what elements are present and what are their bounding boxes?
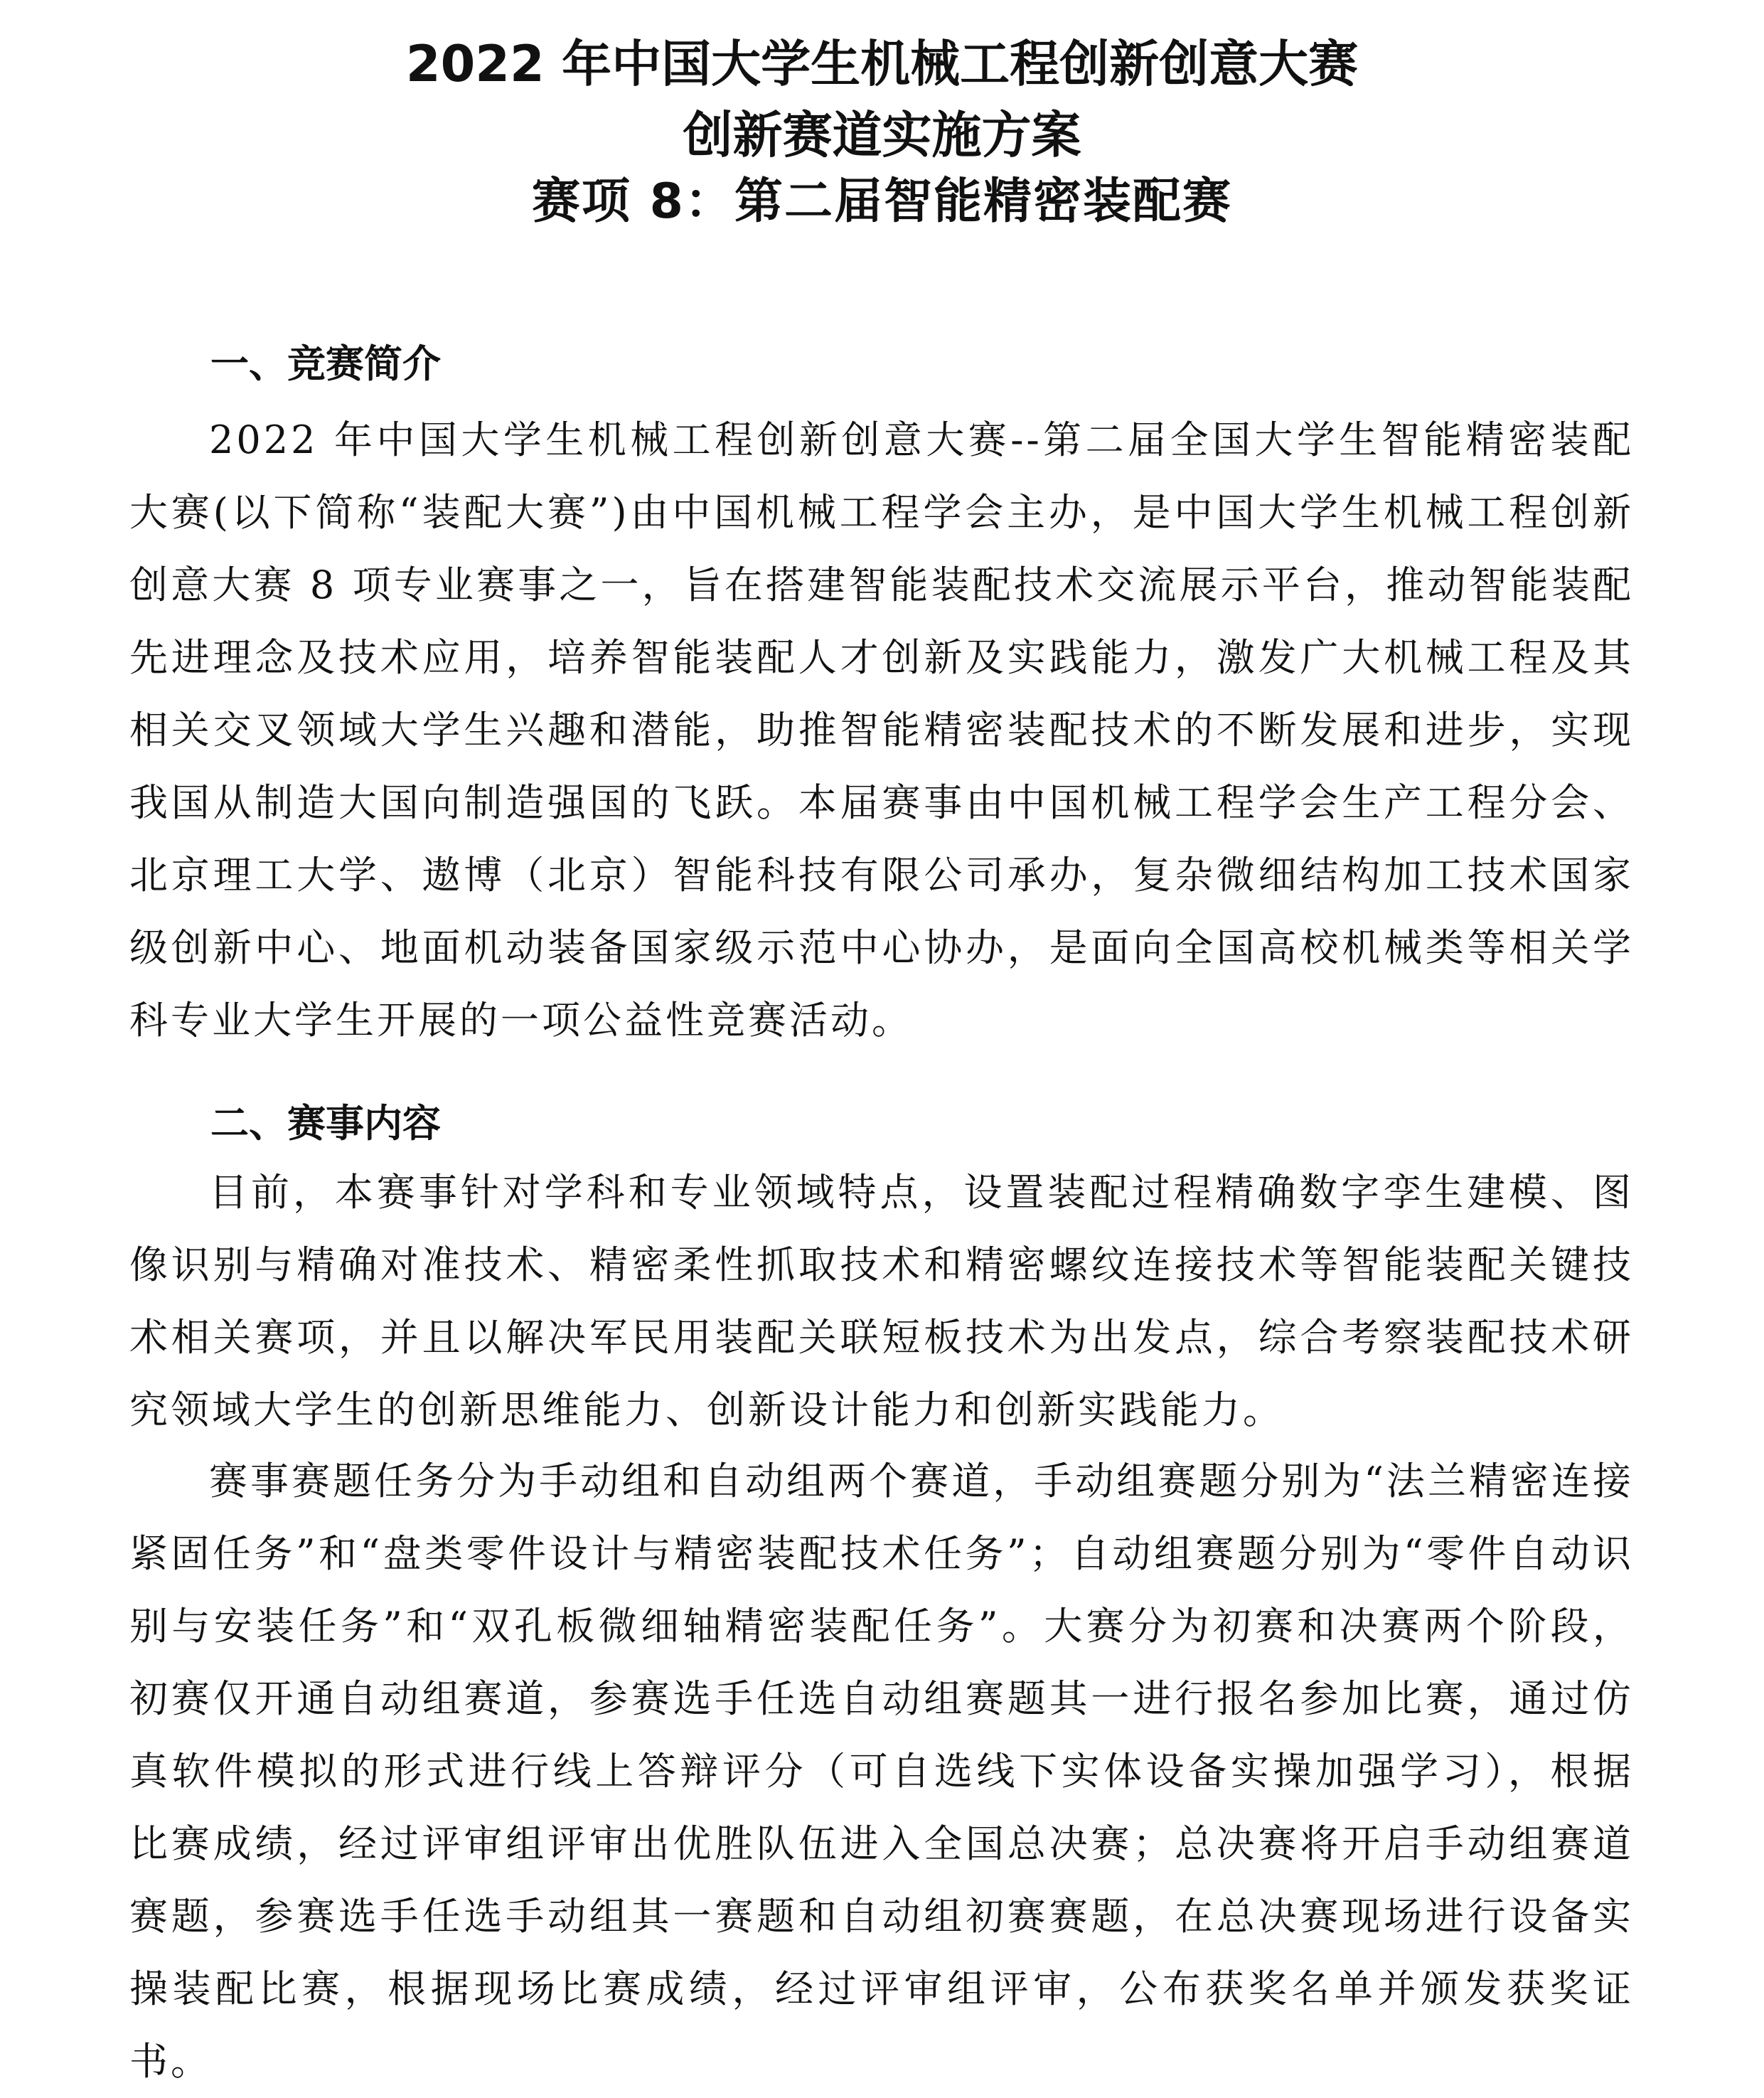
section-heading-content: 二、赛事内容	[210, 1101, 441, 1146]
paragraph-content-2: 赛事赛题任务分为手动组和自动组两个赛道，手动组赛题分别为“法兰精密连接紧固任务”和“盘类零件设计与精密装配技术任务”；自动组赛题分别为“零件自动识别与安装任务”和“双孔板微细轴精密装配任务”。大赛分为初赛和决赛两个阶段，初赛仅开通自动组赛道，参赛选手任选自动组赛题其一进行报名参加比赛，通过仿真软件模拟的形式进行线上答辩评分（可自选线下实体设备实操加强学习），根据比赛成绩，经过评审组评审出优胜队伍进入全国总决赛；总决赛将开启手动组赛道赛题，参赛选手任选手动组其一赛题和自动组初赛赛题，在总决赛现场进行设备实操装配比赛，根据现场比赛成绩，经过评审组评审，公布获奖名单并颁发获奖证书。	[129, 1459, 1634, 2084]
paragraph-content-1: 目前，本赛事针对学科和专业领域特点，设置装配过程精确数字孪生建模、图像识别与精确对准技术、精密柔性抓取技术和精密螺纹连接技术等智能装配关键技术相关赛项，并且以解决军民用装配关联短板技术为出发点，综合考察装配技术研究领域大学生的创新思维能力、创新设计能力和创新实践能力。	[129, 1170, 1634, 1432]
title-line-3: 赛项 8：第二届智能精密装配赛	[532, 174, 1232, 230]
title-line-2: 创新赛道实施方案	[683, 106, 1081, 164]
section-heading-intro: 一、竞赛简介	[210, 341, 441, 386]
paragraph-intro: 2022 年中国大学生机械工程创新创意大赛--第二届全国大学生智能精密装配大赛(以下简称“装配大赛”)由中国机械工程学会主办，是中国大学生机械工程创新创意大赛 8 项专业赛事之一，旨在搭建智能装配技术交流展示平台，推动智能装配先进理念及技术应用，培养智能装配人才创新及实践能力，激发广大机械工程及其相关交叉领域大学生兴趣和潜能，助推智能精密装配技术的不断发展和进步，实现我国从制造大国向制造强国的飞跃。本届赛事由中国机械工程学会生产工程分会、北京理工大学、遨博（北京）智能科技有限公司承办，复杂微细结构加工技术国家级创新中心、地面机动装备国家级示范中心协办，是面向全国高校机械类等相关学科专业大学生开展的一项公益性竞赛活动。	[129, 417, 1634, 1043]
title-line-1: 2022 年中国大学生机械工程创新创意大赛	[405, 35, 1359, 93]
